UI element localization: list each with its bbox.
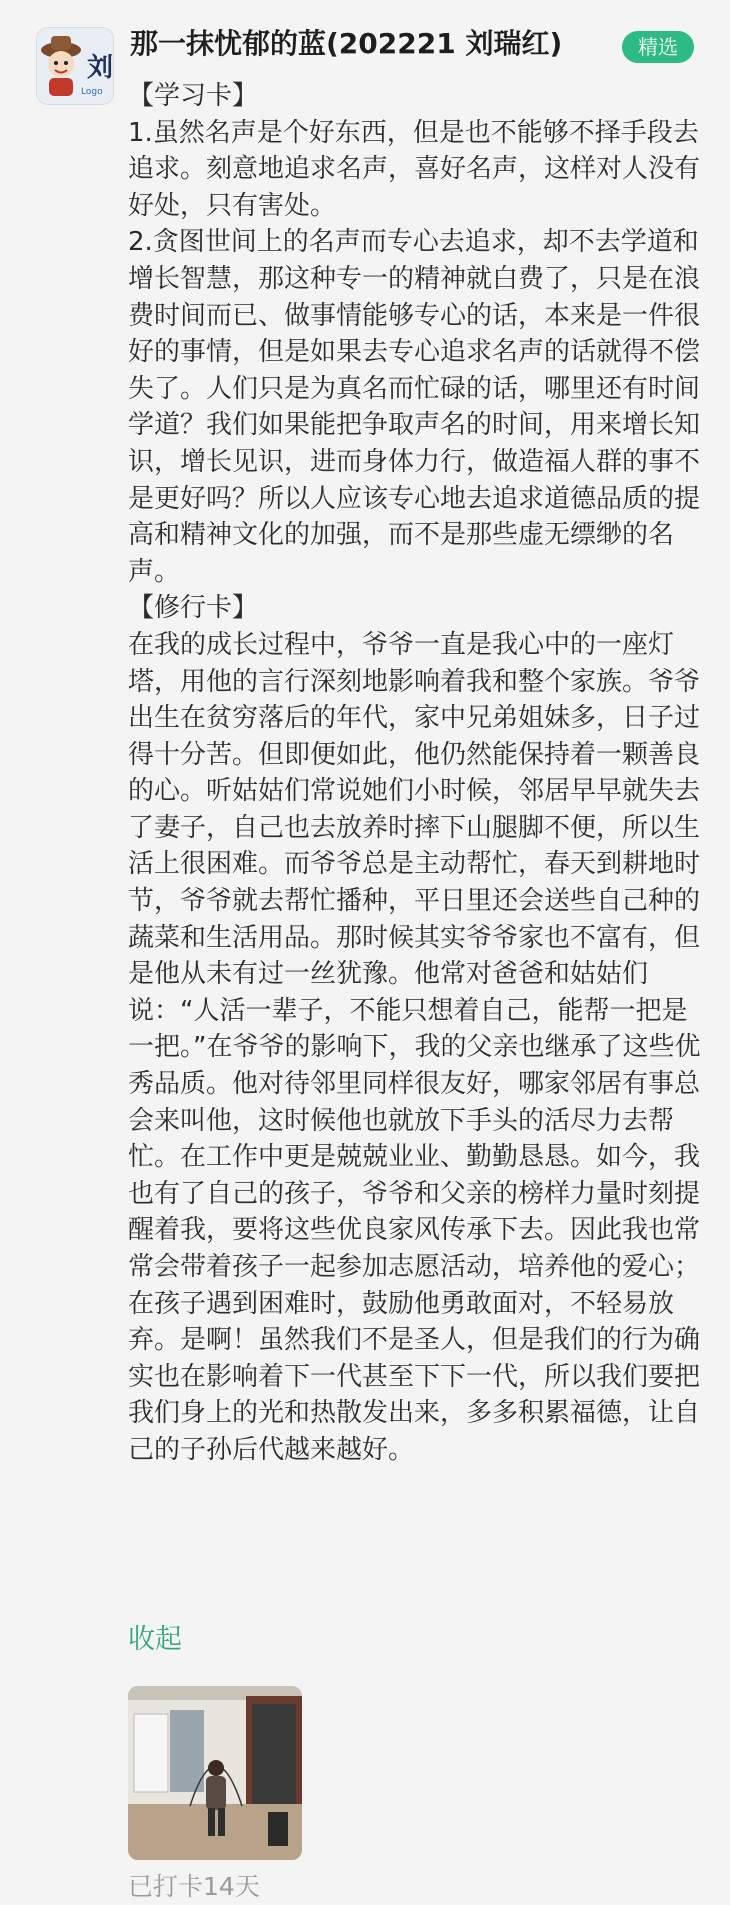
author-name[interactable]: 那一抹忧郁的蓝(202221 刘瑞红) [130,27,563,60]
post-content [128,78,703,1469]
checkin-days: 已打卡14天 [128,1872,260,1901]
post-photo[interactable] [128,1686,302,1860]
author-avatar[interactable] [36,27,114,105]
practice-card-body: 在我的成长过程中，爷爷一直是我心中的一座灯塔，用他的言行深刻地影响着我和整个家族。爷爷出生在贫穷落后的年代，家中兄弟姐妹多，日子过得十分苦。但即便如此，他仍然能保持着一颗善良的心。听姑姑们常说她们小时候，邻居早早就失去了妻子，自己也去放养时摔下山腿脚不便，所以生活上很困难。而爷爷总是主动帮忙，春天到耕地时节，爷爷就去帮忙播种，平日里还会送些自己种的蔬菜和生活用品。那时候其实爷爷家也不富有，但是他从未有过一丝犹豫。他常对爸爸和姑姑们说：“人活一辈子，不能只想着自己，能帮一把是一把。”在爷爷的影响下，我的父亲也继承了这些优秀品质。他对待邻里同样很友好，哪家邻居有事总会来叫他，这时候他也就放下手头的活尽力去帮忙。在工作中更是兢兢业业、勤勤恳恳。如今，我也有了自己的孩子，爷爷和父亲的榜样力量时刻提醒着我，要将这些优良家风传承下去。因此我也常常会带着孩子一起参加志愿活动，培养他的爱心；在孩子遇到困难时，鼓励他勇敢面对，不轻易放弃。是啊！虽然我们不是圣人，但是我们的行为确实也在影响着下一代甚至下下一代，所以我们要把我们身上的光和热散发出来，多多积累福德，让自己的子孙后代越来越好。 [128,629,701,1465]
practice-card-heading: 【修行卡】 [128,593,259,624]
photo-person-jump-rope-icon [128,1686,302,1860]
svg-text:Logo: Logo [81,87,103,97]
featured-badge: 精选 [622,31,694,63]
svg-text:刘: 刘 [87,53,113,83]
collapse-link[interactable]: 收起 [128,1624,182,1655]
study-card-heading: 【学习卡】 [128,81,259,111]
study-card-point-1: 1.虽然名声是个好东西，但是也不能够不择手段去追求。刻意地追求名声，喜好名声，这样对人没有好处，只有害处。 [128,117,701,221]
study-card-point-2: 2.贪图世间上的名声而专心去追求，却不去学道和增长智慧，那这种专一的精神就白费了，只是在浪费时间而已、做事情能够专心的话，本来是一件很好的事情，但是如果去专心追求名声的话就得不偿失了。人们只是为真名而忙碌的话，哪里还有时间学道？我们如果能把争取声名的时间，用来增长知识，增长见识，进而身体力行，做造福人群的事不是更好吗？所以人应该专心地去追求道德品质的提高和精神文化的加强，而不是那些虚无缥缈的名声。 [128,227,701,587]
cartoon-avatar-icon [37,28,113,104]
